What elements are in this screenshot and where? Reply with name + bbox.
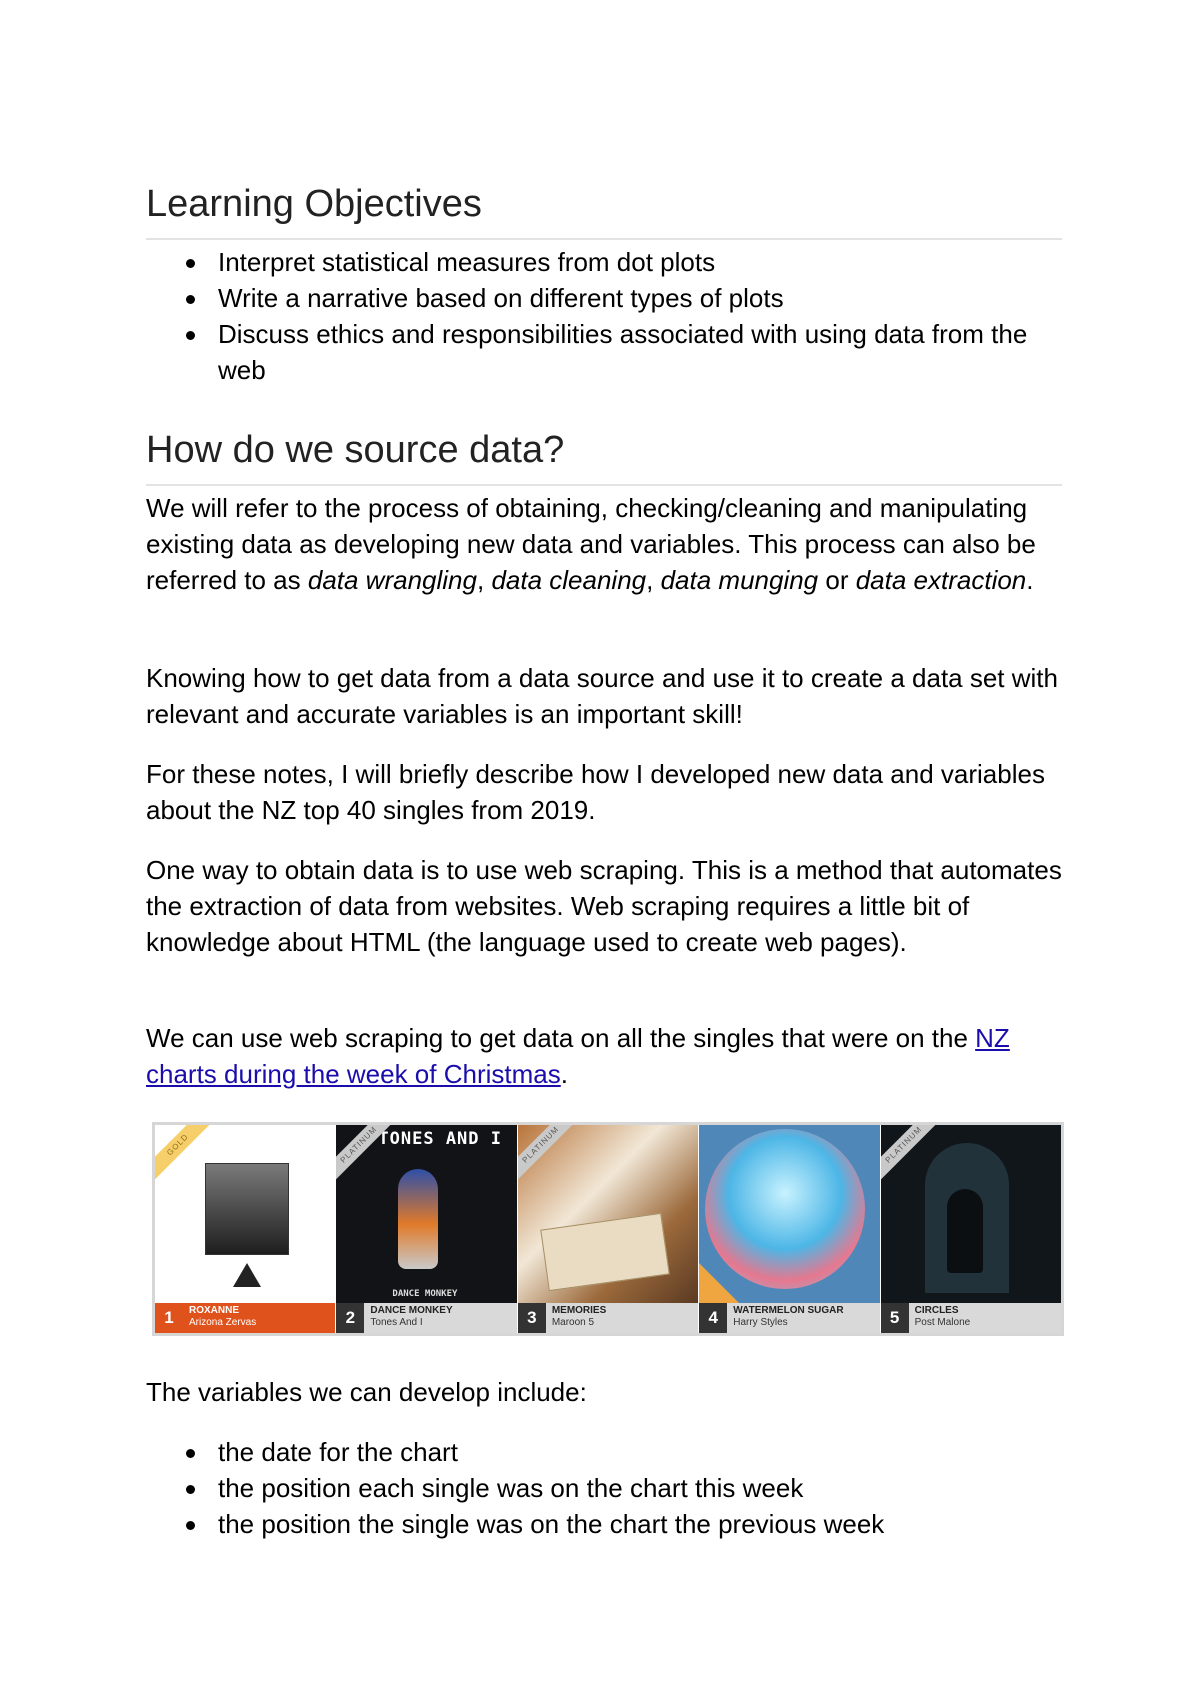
artist-name: Maroon 5	[551, 1317, 595, 1328]
chart-card-3	[518, 1125, 699, 1333]
paragraph-christmas-charts	[146, 1020, 1062, 1092]
variables-list	[146, 1434, 1062, 1542]
caption-text	[727, 1303, 843, 1333]
rank-number: 5	[881, 1303, 909, 1333]
learning-objectives-heading: Learning Objectives	[146, 182, 1062, 240]
song-title: MEMORIES	[551, 1305, 607, 1316]
list-item: the position each single was on the chart this week	[146, 1470, 1062, 1506]
source-data-heading: How do we source data?	[146, 428, 1062, 486]
caption-text	[909, 1303, 971, 1333]
paragraph-data-wrangling	[146, 490, 1062, 598]
cover-photo	[205, 1163, 289, 1255]
card-caption	[881, 1303, 1061, 1333]
rank-number: 3	[518, 1303, 546, 1333]
caption-text	[183, 1303, 256, 1333]
term-data-wrangling: data wrangling	[307, 565, 477, 595]
gold-badge: GOLD	[155, 1125, 215, 1182]
paragraph-text: We will refer to the process of obtaining, checking/cleaning and manipulating existing data as developing new data and variables. This process can also be referred to as	[146, 493, 1036, 595]
triangle-logo-icon	[233, 1263, 261, 1287]
platinum-badge: PLATINUM	[518, 1125, 578, 1182]
song-title: WATERMELON SUGAR	[733, 1305, 844, 1316]
list-item: Interpret statistical measures from dot plots	[146, 244, 1062, 280]
card-caption	[336, 1303, 516, 1333]
nz-charts-link[interactable]: NZ charts during the week of Christmas	[146, 1023, 1010, 1089]
period: .	[560, 1059, 568, 1089]
paragraph-important-skill: Knowing how to get data from a data source and use it to create a data set with relevant and accurate variables is an important skill!	[146, 663, 1058, 729]
term-data-extraction: data extraction	[855, 565, 1027, 595]
objectives-list	[146, 244, 1062, 388]
paragraph-notes-intro: For these notes, I will briefly describe how I developed new data and variables about the NZ top 40 singles from 2019.	[146, 759, 1045, 825]
rank-number: 1	[155, 1303, 183, 1333]
cover-figure	[398, 1169, 438, 1269]
chart-card-4	[699, 1125, 880, 1333]
term-data-munging: data munging	[660, 565, 819, 595]
caption-text	[546, 1303, 606, 1333]
artist-name: Post Malone	[914, 1317, 971, 1328]
rank-number: 2	[336, 1303, 364, 1333]
caption-text	[364, 1303, 452, 1333]
rank-number: 4	[699, 1303, 727, 1333]
song-title: CIRCLES	[914, 1305, 959, 1316]
paragraph-text: We can use web scraping to get data on all the singles that were on the	[146, 1023, 976, 1053]
platinum-badge: PLATINUM	[881, 1125, 941, 1182]
song-title: DANCE MONKEY	[370, 1305, 453, 1316]
cover-tag	[540, 1213, 669, 1291]
rising-corner-icon	[699, 1263, 739, 1303]
list-item: Write a narrative based on different types of plots	[146, 280, 1062, 316]
period: .	[1026, 565, 1034, 595]
separator: ,	[476, 565, 492, 595]
paragraph-web-scraping: One way to obtain data is to use web scraping. This is a method that automates the extraction of data from websites. Web scraping requires a little bit of knowledge about HTML (the language used to create web pages).	[146, 855, 1062, 957]
separator: ,	[646, 565, 661, 595]
artist-name: Harry Styles	[733, 1317, 788, 1328]
list-item: the date for the chart	[146, 1434, 1062, 1470]
card-caption	[518, 1303, 698, 1333]
artist-name: Tones And I	[370, 1317, 423, 1328]
nz-charts-image	[152, 1122, 1064, 1336]
separator: or	[818, 565, 856, 595]
chart-card-1	[155, 1125, 336, 1333]
platinum-badge: PLATINUM	[336, 1125, 396, 1182]
artist-name: Arizona Zervas	[189, 1317, 257, 1328]
list-item: the position the single was on the chart the previous week	[146, 1506, 1062, 1542]
song-title: ROXANNE	[189, 1305, 240, 1316]
cover-song-name: DANCE MONKEY	[392, 1289, 458, 1299]
album-cover-watermelon-sugar	[699, 1125, 879, 1303]
chart-card-2	[336, 1125, 517, 1333]
card-caption	[155, 1303, 335, 1333]
cover-person	[947, 1189, 983, 1273]
list-item: Discuss ethics and responsibilities associated with using data from the web	[146, 316, 1062, 388]
paragraph-variables-intro: The variables we can develop include:	[146, 1377, 587, 1407]
term-data-cleaning: data cleaning	[491, 565, 647, 595]
chart-card-5	[881, 1125, 1061, 1333]
cover-band-name: TONES AND I	[378, 1129, 502, 1149]
card-caption	[699, 1303, 879, 1333]
